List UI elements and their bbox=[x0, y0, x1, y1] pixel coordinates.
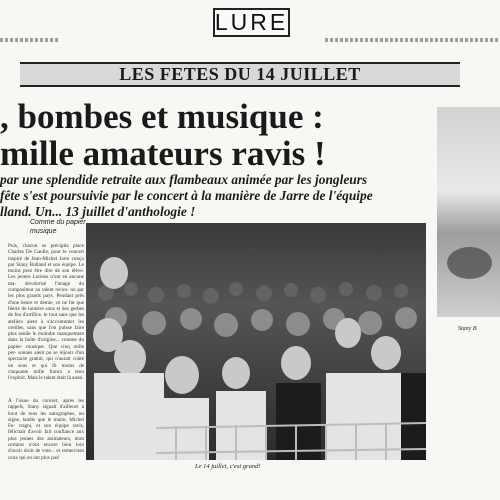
chapo bbox=[0, 172, 432, 220]
crowd-photo-image bbox=[86, 223, 426, 460]
section-title: LES FETES DU 14 JUILLET bbox=[119, 64, 361, 84]
chapo-line-2: fête s'est poursuivie par le concert à la manière de Jarre de l'équipe bbox=[0, 188, 373, 203]
article-column: Puis, chacun se précipita place Charles De Gaulle, pour le concert inspiré de Jean-Michel Jarre conçu par Stany Bulland et son équipe. Le moins peut être dire de son élève. Les jeunes Luriens n'ont eu aucune ma- devalorisé l'image du compositeur au talent recon- nu par les plus grands pays. Pendant près d'une heure et demie, ce ne fut que féerie de lumière sons et des gerbes de feu d'artifice, le tout sans que les ateliers aient à s'accoutumer les oreilles, sans que l'on pulsse faire plus senile le moindre manquement dans la boîte d'origine... comme du papier- musique. Que cinq mille per- sonnes aient pu se réjouir d'un spectacle gratuit, qui n'aurait coûté un sous et qui fit moins de cinquante mille francs a tenu l'exploit. Mais le talent était là aussi. bbox=[8, 243, 84, 382]
section-banner bbox=[20, 62, 460, 87]
side-photo-credit: Stany B bbox=[458, 326, 477, 332]
rubric-label: LURE bbox=[214, 9, 289, 35]
crowd-photo bbox=[86, 223, 426, 460]
article-column-lower: À l'issue du concert, après les rappels, Stany signait d'ailleurs à bout de tous les autographes, un signe, tandis que le maire, Michel Fe- rragni, et son équipe ravis, félicitait d'avoir fait confiance aux plus jeunes des animateurs, dont certains n'ont encore bien loin d'avoir droit de vote... et remercient ceux qui en ont plus pas! bbox=[8, 398, 84, 461]
side-photo bbox=[437, 107, 500, 317]
chapo-line-1: par une splendide retraite aux flambeaux animée par les jongleurs bbox=[0, 172, 368, 187]
subhead-line-1: Comme du papier bbox=[30, 219, 86, 226]
headline-line-2: mille amateurs ravis ! bbox=[0, 134, 326, 173]
scan-edge-left bbox=[0, 38, 60, 42]
headline-line-1: , bombes et musique : bbox=[0, 97, 324, 136]
scan-edge-right bbox=[325, 38, 500, 42]
subhead-line-2: musique bbox=[30, 228, 57, 235]
photo-caption: Le 14 juillet, c'est grand! bbox=[195, 463, 261, 470]
rubric-box bbox=[213, 8, 290, 37]
side-photo-subject bbox=[447, 247, 492, 279]
article-subhead bbox=[30, 218, 86, 236]
chapo-line-3: lland. Un... 13 juillet d'anthologie ! bbox=[0, 204, 196, 219]
